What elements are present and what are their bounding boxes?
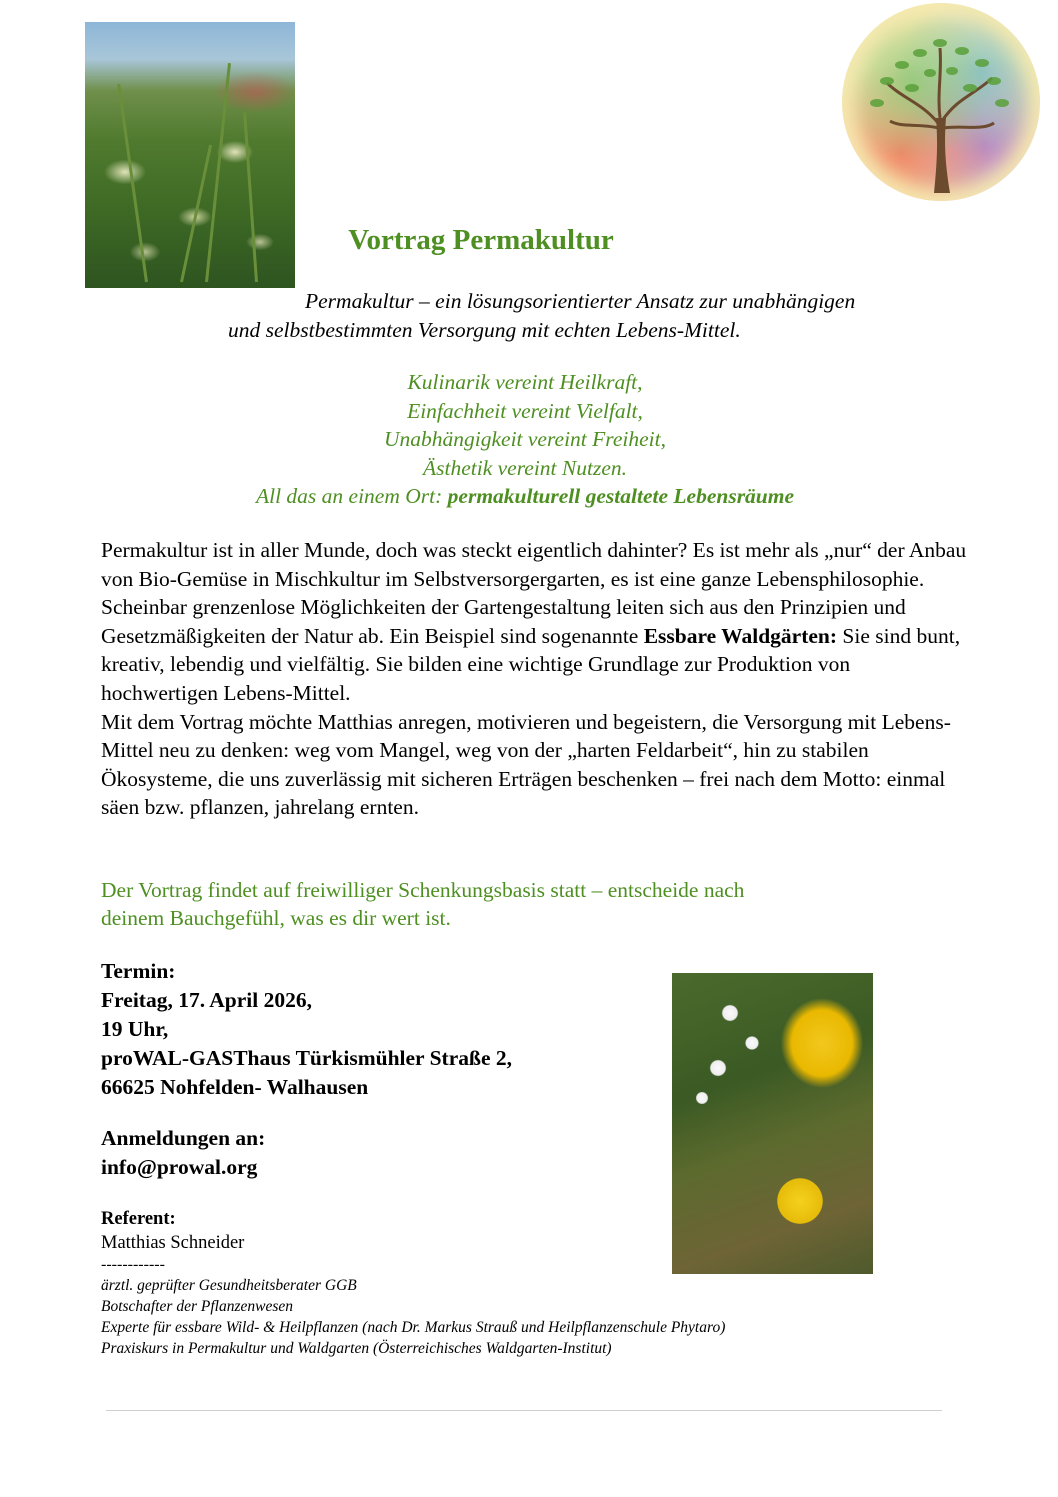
intro-line-2: und selbstbestimmten Versorgung mit echten Lebens-Mittel. <box>228 318 741 342</box>
event-time: 19 Uhr, <box>101 1017 169 1041</box>
speaker-credential: Botschafter der Pflanzenwesen <box>101 1298 293 1315</box>
tree-of-life-logo <box>842 3 1040 201</box>
motto-line: Einfachheit vereint Vielfalt, <box>407 398 643 423</box>
signup-email: info@prowal.org <box>101 1155 258 1179</box>
speaker-credential: Praxiskurs in Permakultur und Waldgarten (Österreichisches Waldgarten-Institut) <box>101 1340 612 1357</box>
speaker-credential: Experte für essbare Wild- & Heilpflanzen (nach Dr. Markus Strauß und Heilpflanzenschule Phytaro) <box>101 1319 726 1336</box>
body-text <box>101 536 971 822</box>
page-title: Vortrag Permakultur <box>348 224 614 256</box>
event-venue: proWAL-GASThaus Türkismühler Straße 2, <box>101 1046 512 1070</box>
speaker-label: Referent: <box>101 1209 176 1229</box>
motto-line: Unabhängigkeit vereint Freiheit, <box>383 427 666 452</box>
event-city: 66625 Nohfelden- Walhausen <box>101 1075 369 1099</box>
motto-line-last <box>140 482 910 511</box>
speaker-credential: ärztl. geprüfter Gesundheitsberater GGB <box>101 1277 357 1294</box>
intro-text <box>228 287 968 345</box>
motto-line: Kulinarik vereint Heilkraft, <box>407 370 643 394</box>
motto-last-prefix: All das an einem Ort: <box>255 484 448 509</box>
signup-label: Anmeldungen an: <box>101 1126 266 1150</box>
footer-divider <box>106 1410 942 1411</box>
speaker-separator: ------------ <box>101 1256 165 1273</box>
body-highlight: Essbare Waldgärten: <box>643 623 838 648</box>
speaker-block <box>101 1207 1001 1359</box>
speaker-name: Matthias Schneider <box>101 1233 245 1253</box>
motto-block <box>140 368 910 511</box>
tree-icon <box>842 3 1040 201</box>
event-details <box>101 957 661 1102</box>
body-paragraph-2: Mit dem Vortrag möchte Matthias anregen, motivieren und begeistern, die Versorgung mit Lebens-Mittel neu zu denken: weg vom Mangel, weg von der „harten Feldarbeit“, hin zu stabilen Ökosysteme, die uns zuverlässig mit sicheren Erträgen beschenken – frei nach dem Motto: einmal säen bzw. pflanzen, jahrelang ernten. <box>101 709 951 820</box>
motto-last-bold: permakulturell gestaltete Lebensräume <box>447 484 795 509</box>
intro-line-1: Permakultur – ein lösungsorientierter Ansatz zur unabhängigen <box>305 289 856 313</box>
motto-line: Ästhetik vereint Nutzen. <box>423 455 627 480</box>
signup-block <box>101 1124 661 1182</box>
donation-note: Der Vortrag findet auf freiwilliger Schenkungsbasis statt – entscheide nach deinem Bauchgefühl, was es dir wert ist. <box>101 878 745 930</box>
event-label: Termin: <box>101 959 176 983</box>
body-paragraph-1: Permakultur ist in aller Munde, doch was steckt eigentlich dahinter? Es ist mehr als „nur“ der Anbau von Bio-Gemüse in Mischkultur im Selbstversorgergarten, es ist eine ganze Lebensphilosophie. Scheinbar grenzenlose Möglichkeiten der Gartengestaltung leiten sich aus den Prinzipien und Gesetzmäßigkeiten der Natur ab. Ein Beispiel sind sogenannte Essbare Waldgärten: Sie sind bunt, kreativ, lebendig und vielfältig. Sie bilden eine wichtige Grundlage zur Produktion von hochwertigen Lebens-Mittel. <box>101 538 967 705</box>
event-date: Freitag, 17. April 2026, <box>101 988 313 1012</box>
